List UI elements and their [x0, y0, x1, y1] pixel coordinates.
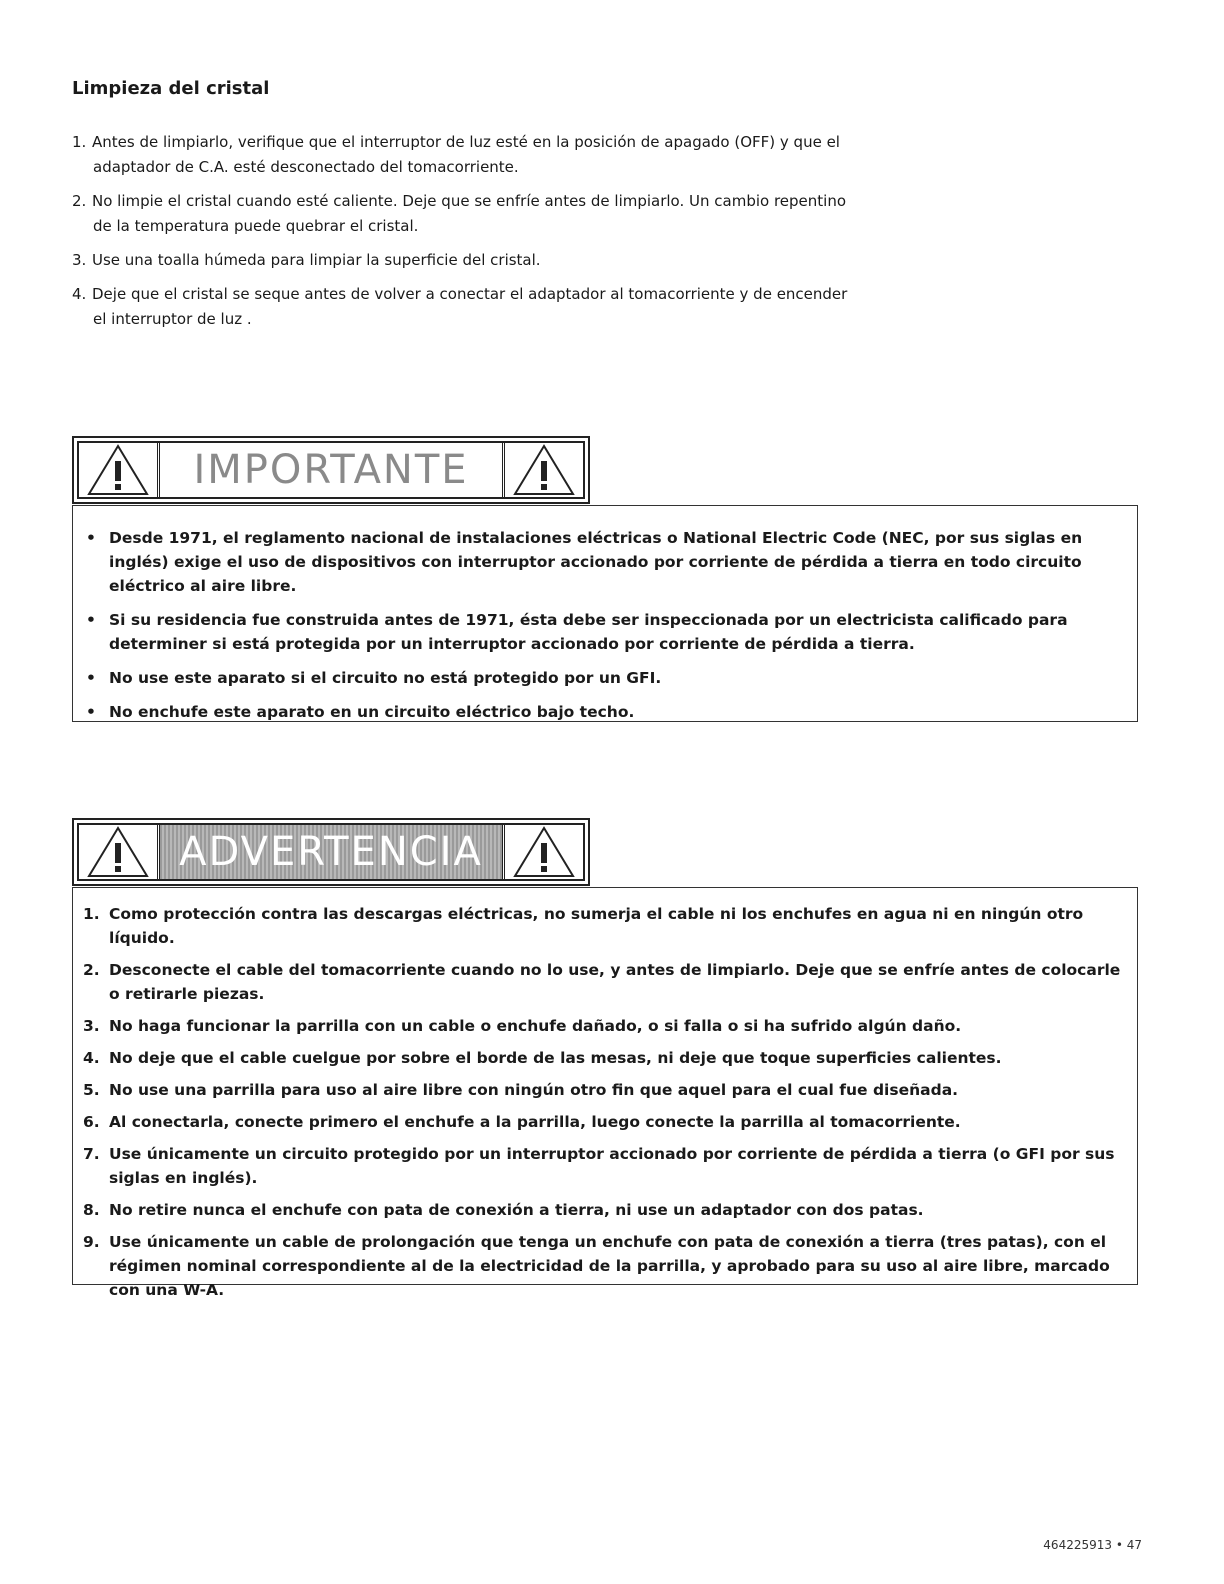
list-item: 8. No retire nunca el enchufe con pata de conexión a tierra, ni use un adaptador con dos patas. [83, 1201, 924, 1219]
warning-triangle-icon [502, 825, 583, 879]
warning-box [72, 887, 1138, 1299]
list-item: 2. Desconecte el cable del tomacorriente cuando no lo use, y antes de limpiarlo. Deje que se enfríe antes de colocarle o retirarle piezas. [83, 961, 1121, 1003]
list-item: 6. Al conectarla, conecte primero el enchufe a la parrilla, luego conecte la parrilla al tomacorriente. [83, 1113, 961, 1131]
warning-label: ADVERTENCIA [160, 825, 502, 879]
list-item: 3. No haga funcionar la parrilla con un cable o enchufe dañado, o si falla o si ha sufrido algún daño. [83, 1017, 962, 1035]
section-title: Limpieza del cristal [72, 78, 270, 99]
list-item: • No use este aparato si el circuito no está protegido por un GFI. [86, 669, 662, 687]
important-banner [72, 436, 590, 504]
list-item: 5. No use una parrilla para uso al aire libre con ningún otro fin que aquel para el cual fue diseñada. [83, 1081, 959, 1099]
list-item: • Si su residencia fue construida antes de 1971, ésta debe ser inspeccionada por un electricista calificado para determiner si está protegida por un interruptor accionado por corriente de pérdida a tierra. [86, 611, 1068, 653]
list-item: 2. No limpie el cristal cuando esté caliente. Deje que se enfríe antes de limpiarlo. Un cambio repentino de la temperatura puede quebrar el cristal. [72, 192, 847, 235]
page-footer: 464225913 • 47 [1043, 1538, 1142, 1552]
list-item: 7. Use únicamente un circuito protegido por un interruptor accionado por corriente de pérdida a tierra (o GFI por sus siglas en inglés). [83, 1145, 1115, 1187]
warning-triangle-icon [79, 825, 160, 879]
list-item: • No enchufe este aparato en un circuito eléctrico bajo techo. [86, 703, 635, 721]
list-item: 9. Use únicamente un cable de prolongación que tenga un enchufe con pata de conexión a tierra (tres patas), con el régimen nominal correspondiente al de la electricidad de la parrilla, y aprobado para su uso al aire libre, marcado con una W-A. [83, 1233, 1110, 1299]
important-box [72, 505, 1138, 722]
warning-banner [72, 818, 590, 886]
list-item: 1. Antes de limpiarlo, verifique que el interruptor de luz esté en la posición de apagado (OFF) y que el adaptador de C.A. esté desconectado del tomacorriente. [72, 133, 840, 176]
list-item: • Desde 1971, el reglamento nacional de instalaciones eléctricas o National Electric Code (NEC, por sus siglas en inglés) exige el uso de dispositivos con interruptor accionado por corriente de pérdida a tierra en todo circuito eléctrico al aire libre. [86, 529, 1083, 595]
list-item: 4. Deje que el cristal se seque antes de volver a conectar el adaptador al tomacorriente y de encender el interruptor de luz . [72, 285, 848, 328]
list-item: 4. No deje que el cable cuelgue por sobre el borde de las mesas, ni deje que toque superficies calientes. [83, 1049, 1002, 1067]
warning-triangle-icon [79, 443, 160, 497]
list-item: 3. Use una toalla húmeda para limpiar la superficie del cristal. [72, 251, 541, 269]
warning-triangle-icon [502, 443, 583, 497]
cleaning-steps [72, 130, 1032, 341]
list-item: 1. Como protección contra las descargas eléctricas, no sumerja el cable ni los enchufes en agua ni en ningún otro líquido. [83, 905, 1084, 947]
important-label: IMPORTANTE [193, 447, 469, 493]
